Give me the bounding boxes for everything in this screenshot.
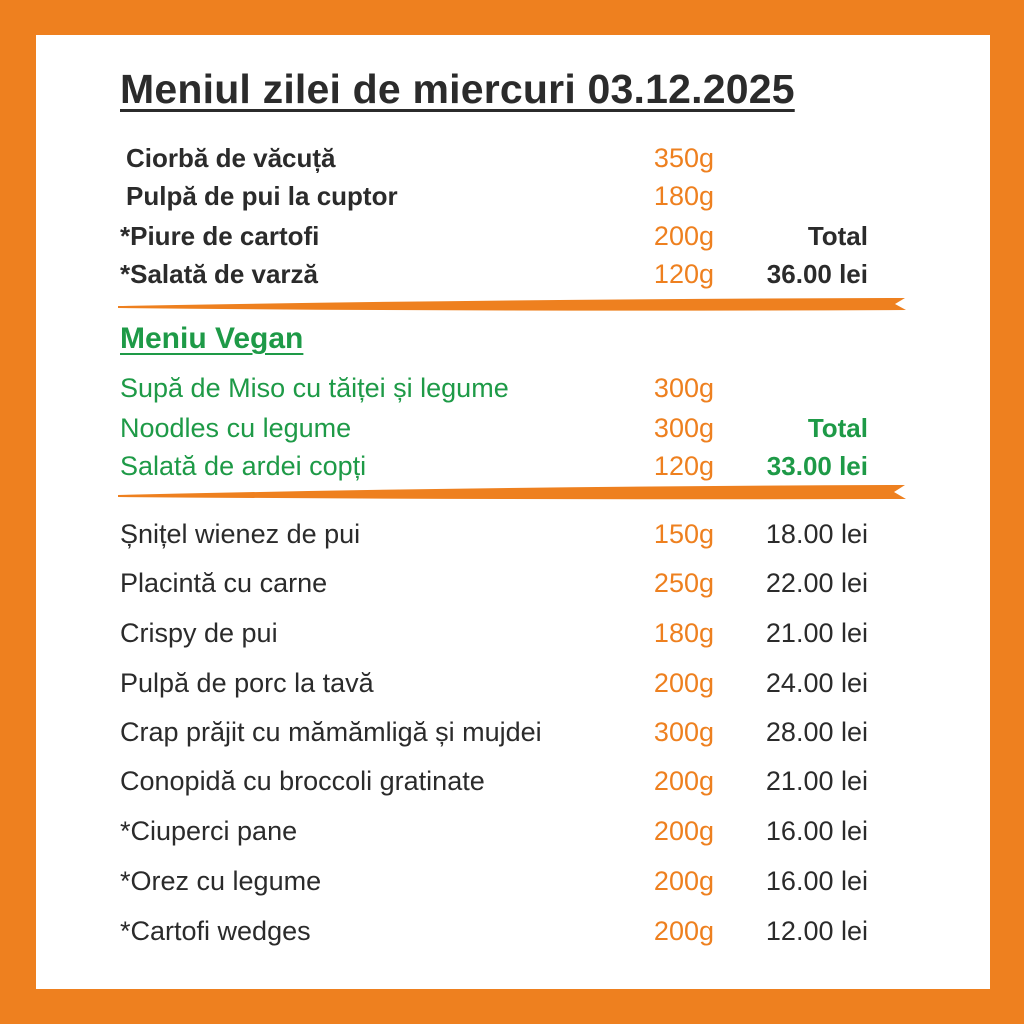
daily-menu-item: [0, 216, 1024, 256]
extra-menu-item: [0, 861, 1024, 901]
section-divider: [0, 290, 1024, 320]
extra-menu-item: [0, 761, 1024, 801]
daily-total-label: Total: [807, 221, 868, 251]
item-name: Pulpă de porc la tavă: [120, 668, 374, 698]
vegan-menu-item: [0, 368, 1024, 408]
item-price: 16.00 lei: [765, 866, 868, 896]
item-price: 21.00 lei: [765, 618, 868, 648]
item-name: Șnițel wienez de pui: [120, 519, 361, 549]
item-name: Pulpă de pui la cuptor: [126, 181, 398, 211]
item-name: Placintă cu carne: [120, 568, 328, 598]
item-weight: 200g: [653, 816, 714, 846]
item-weight: 200g: [653, 221, 714, 251]
item-name: *Ciuperci pane: [120, 816, 298, 846]
item-name: Supă de Miso cu tăiței și legume: [120, 373, 509, 403]
extra-menu-item: [0, 811, 1024, 851]
vegan-section-title: Meniu Vegan: [120, 322, 304, 355]
vegan-total-label: Total: [807, 413, 868, 443]
item-name: Ciorbă de văcuță: [126, 143, 336, 173]
item-price: 21.00 lei: [765, 766, 868, 796]
item-weight: 350g: [653, 143, 714, 173]
daily-menu-item: [0, 176, 1024, 216]
item-name: Crap prăjit cu mămămligă și mujdei: [120, 717, 542, 747]
item-name: Noodles cu legume: [120, 413, 352, 443]
item-price: 22.00 lei: [765, 568, 868, 598]
daily-menu-item: [0, 254, 1024, 294]
item-weight: 120g: [653, 451, 714, 481]
item-weight: 200g: [653, 866, 714, 896]
item-weight: 180g: [653, 181, 714, 211]
extra-menu-item: [0, 613, 1024, 653]
item-weight: 300g: [653, 373, 714, 403]
item-weight: 300g: [653, 413, 714, 443]
item-price: 28.00 lei: [765, 717, 868, 747]
item-weight: 180g: [653, 618, 714, 648]
vegan-total-price: 33.00 lei: [766, 451, 868, 481]
item-weight: 200g: [653, 916, 714, 946]
item-name: *Piure de cartofi: [120, 221, 320, 251]
item-name: Conopidă cu broccoli gratinate: [120, 766, 485, 796]
extra-menu-item: [0, 911, 1024, 951]
daily-total-price: 36.00 lei: [766, 259, 868, 289]
item-weight: 300g: [653, 717, 714, 747]
item-name: *Cartofi wedges: [120, 916, 311, 946]
item-name: Crispy de pui: [120, 618, 278, 648]
item-weight: 200g: [653, 668, 714, 698]
vegan-menu-item: [0, 408, 1024, 448]
extra-menu-item: [0, 712, 1024, 752]
item-weight: 250g: [653, 568, 714, 598]
item-price: 24.00 lei: [765, 668, 868, 698]
item-price: 12.00 lei: [765, 916, 868, 946]
extra-menu-item: [0, 563, 1024, 603]
extra-menu-item: [0, 663, 1024, 703]
extra-menu-item: [0, 514, 1024, 554]
item-name: *Orez cu legume: [120, 866, 322, 896]
section-divider: [0, 478, 1024, 508]
item-name: Salată de ardei copți: [120, 451, 367, 481]
item-weight: 150g: [653, 519, 714, 549]
daily-menu-item: [0, 138, 1024, 178]
item-weight: 120g: [653, 259, 714, 289]
item-price: 18.00 lei: [765, 519, 868, 549]
page-title: Meniul zilei de miercuri 03.12.2025: [120, 66, 795, 112]
item-name: *Salată de varză: [120, 259, 319, 289]
item-price: 16.00 lei: [765, 816, 868, 846]
item-weight: 200g: [653, 766, 714, 796]
